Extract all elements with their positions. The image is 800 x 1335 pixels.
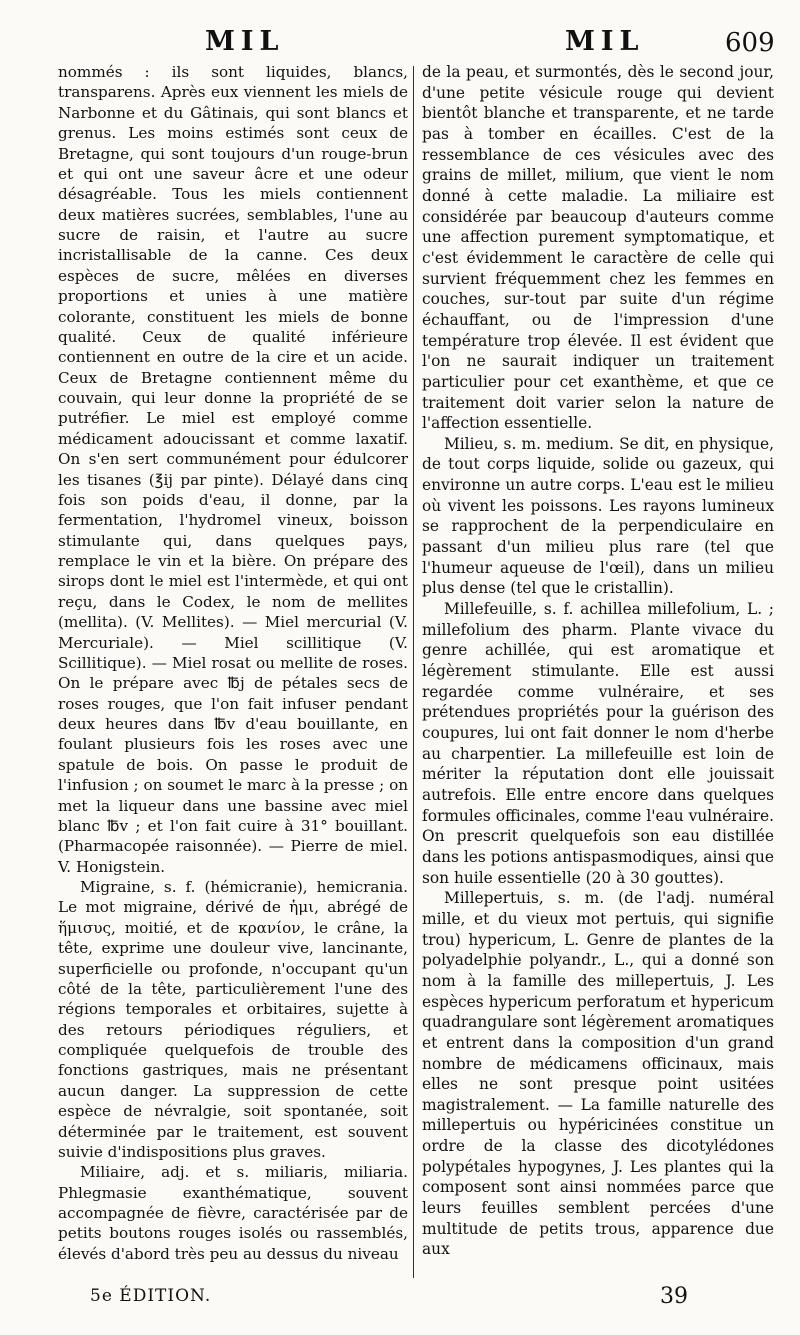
header-left-word: MIL [205, 26, 285, 57]
entry-millefeuille: Millefeuille, s. f. achillea millefolium, L. ; millefolium des pharm. Plante vivace du genre achillée, qui est aromatique et légèrement stimulante. Elle est aussi regardée comme vulnéraire, et ses prétendues propriétés pour la guérison des coupures, lui ont fait donner le nom d'herbe au charpentier. La millefeuille est loin de mériter la réputation dont elle jouissait autrefois. Elle entre encore dans quelques formules officinales, comme l'eau vulnéraire. On prescrit quelquefois son eau distillée dans les potions antispasmodiques, ainsi que son huile essentielle (20 à 30 gouttes). [422, 600, 774, 887]
signature-mark: 39 [660, 1284, 688, 1309]
right-column [422, 62, 774, 1260]
running-header [0, 26, 800, 66]
left-column [58, 62, 408, 1264]
header-right-word: MIL [565, 26, 645, 57]
entry-miel-continued: nommés : ils sont liquides, blancs, transparens. Après eux viennent les miels de Narbonne et du Gâtinais, qui sont blancs et grenus. Les moins estimés sont ceux de Bretagne, qui sont toujours d'un rouge-brun et qui ont une saveur âcre et une odeur désagréable. Tous les miels contiennent deux matières sucrées, semblables, l'une au sucre de raisin, et l'autre au sucre incristallisable de la canne. Ces deux espèces de sucre, mêlées en diverses proportions et unies à une matière colorante, constituent les miels de bonne qualité. Ceux de qualité inférieure contiennent en outre de la cire et un acide. Ceux de Bretagne contiennent même du couvain, qui leur donne la propriété de se putréfier. Le miel est employé comme médicament adoucissant et comme laxatif. On s'en sert communément pour édulcorer les tisanes (℥ij par pinte). Délayé dans cinq fois son poids d'eau, il donne, par la fermentation, l'hydromel vineux, boisson stimulante qui, dans quelques pays, remplace le vin et la bière. On prépare des sirops dont le miel est l'intermède, et qui ont reçu, dans le Codex, le nom de mellites (mellita). (V. Mellites). — Miel mercurial (V. Mercuriale). — Miel scillitique (V. Scillitique). — Miel rosat ou mellite de roses. On le prépare avec ℔j de pétales secs de roses rouges, que l'on fait infuser pendant deux heures dans ℔v d'eau bouillante, en foulant plusieurs fois les roses avec une spatule de bois. On passe le produit de l'infusion ; on soumet le marc à la presse ; on met la liqueur dans une bassine avec miel blanc ℔v ; et l'on fait cuire à 31° bouillant. (Pharmacopée raisonnée). — Pierre de miel. V. Honigstein. [58, 63, 408, 876]
page-number: 609 [725, 28, 775, 58]
entry-milieu: Milieu, s. m. medium. Se dit, en physique, de tout corps liquide, solide ou gazeux, qui environne un autre corps. L'eau est le milieu où vivent les poissons. Les rayons lumineux se rapprochent de la perpendiculaire en passant d'un milieu plus rare (tel que l'humeur aqueuse de l'œil), dans un milieu plus dense (tel que le cristallin). [422, 434, 774, 598]
page-footer [0, 1286, 800, 1316]
entry-miliaire-continued: de la peau, et surmontés, dès le second jour, d'une petite vésicule rouge qui devient bientôt blanche et transparente, et ne tarde pas à tomber en écailles. C'est de la ressemblance de ces vésicules avec des grains de millet, milium, que vient le nom donné à cette maladie. La miliaire est considérée par beaucoup d'auteurs comme une affection purement symptomatique, et c'est évidemment le caractère de celle qui survient fréquemment chez les femmes en couches, sur-tout par suite d'un régime échauffant, ou de l'impression d'une température trop élevée. Il est évident que l'on ne saurait indiquer un traitement particulier pour cet exanthème, et que ce traitement doit varier selon la nature de l'affection essentielle. [422, 63, 774, 433]
entry-millepertuis: Millepertuis, s. m. (de l'adj. numéral mille, et du vieux mot pertuis, qui signifie trou) hypericum, L. Genre de plantes de la polyadelphie polyandr., L., qui a donné son nom à la famille des millepertuis, J. Les espèces hypericum perforatum et hypericum quadrangulare sont légèrement aromatiques et entrent dans la composition d'un grand nombre de médicamens officinaux, mais elles ne sont presque point usitées magistralement. — La famille naturelle des millepertuis ou hypéricinées constitue un ordre de la classe des dicotylédones polypétales hypogynes, J. Les plantes qui la composent sont ainsi nommées parce que leurs feuilles semblent percées d'une multitude de petits trous, apparence due aux [422, 889, 774, 1259]
edition-note: 5e ÉDITION. [90, 1286, 212, 1306]
entry-miliaire: Miliaire, adj. et s. miliaris, miliaria. Phlegmasie exanthématique, souvent accompagnée de fièvre, caractérisée par de petits boutons rouges isolés ou rassemblés, élevés d'abord très peu au dessus du niveau [58, 1163, 408, 1263]
entry-migraine: Migraine, s. f. (hémicranie), hemicrania. Le mot migraine, dérivé de ἡμι, abrégé de ἥμισυς, moitié, et de κρανίον, le crâne, la tête, exprime une douleur vive, lancinante, superficielle ou profonde, n'occupant qu'un côté de la tête, particulièrement l'une des régions temporales et orbitaires, sujette à des retours périodiques réguliers, et compliquée quelquefois de trouble des fonctions gastriques, mais ne présentant aucun danger. La suppression de cette espèce de névralgie, soit spontanée, soit déterminée par le traitement, est souvent suivie d'indispositions plus graves. [58, 878, 408, 1161]
column-divider [413, 66, 414, 1278]
